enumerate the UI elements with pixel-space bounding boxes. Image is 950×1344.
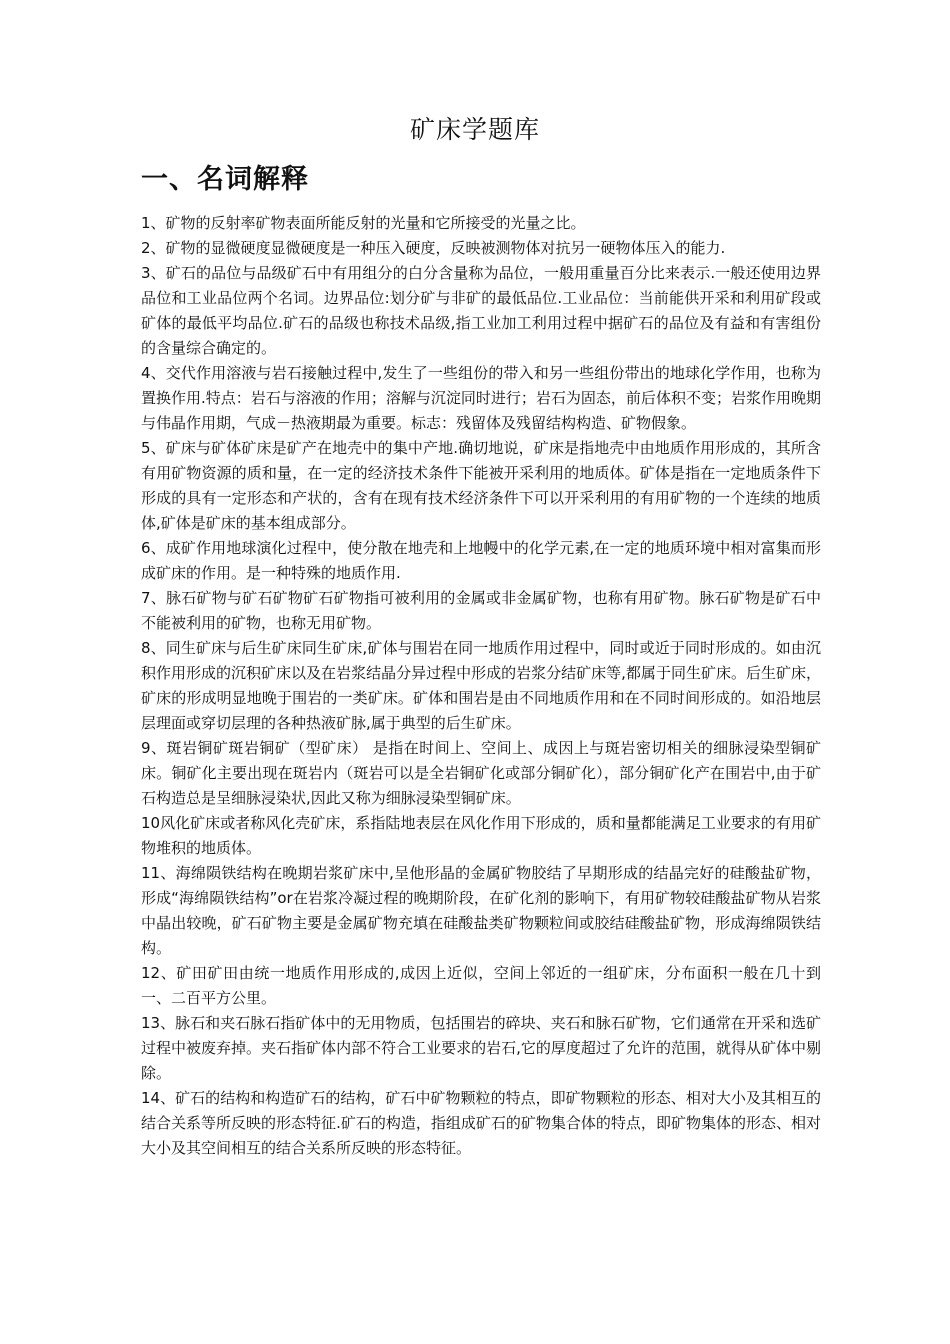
definition-entry: 9、斑岩铜矿斑岩铜矿（型矿床） 是指在时间上、空间上、成因上与斑岩密切相关的细脉浸染型铜矿床。铜矿化主要出现在斑岩内（斑岩可以是全岩铜矿化或部分铜矿化），部分铜矿化产在围岩中,由于矿石构造总是呈细脉浸染状,因此又称为细脉浸染型铜矿床。 — [141, 739, 821, 807]
definition-entry: 4、交代作用溶液与岩石接触过程中,发生了一些组份的带入和另一些组份带出的地球化学作用，也称为置换作用.特点：岩石与溶液的作用；溶解与沉淀同时进行；岩石为固态，前后体积不变；岩浆作用晚期与伟晶作用期，气成－热液期最为重要。标志：残留体及残留结构构造、矿物假象。 — [141, 364, 821, 432]
definition-entry: 8、同生矿床与后生矿床同生矿床,矿体与围岩在同一地质作用过程中，同时或近于同时形成的。如由沉积作用形成的沉积矿床以及在岩浆结晶分异过程中形成的岩浆分结矿床等,都属于同生矿床。后生矿床，矿床的形成明显地晚于围岩的一类矿床。矿体和围岩是由不同地质作用和在不同时间形成的。如沿地层层理面或穿切层理的各种热液矿脉,属于典型的后生矿床。 — [141, 639, 821, 732]
definition-entry: 11、海绵陨铁结构在晚期岩浆矿床中,呈他形晶的金属矿物胶结了早期形成的结晶完好的硅酸盐矿物，形成“海绵陨铁结构”or在岩浆冷凝过程的晚期阶段，在矿化剂的影响下，有用矿物较硅酸盐矿物从岩浆中晶出较晚，矿石矿物主要是金属矿物充填在硅酸盐类矿物颗粒间或胶结硅酸盐矿物，形成海绵陨铁结构。 — [141, 864, 821, 957]
definition-entry: 2、矿物的显微硬度显微硬度是一种压入硬度，反映被测物体对抗另一硬物体压入的能力. — [141, 239, 726, 257]
definition-entry: 5、矿床与矿体矿床是矿产在地壳中的集中产地.确切地说，矿床是指地壳中由地质作用形成的，其所含有用矿物资源的质和量，在一定的经济技术条件下能被开采利用的地质体。矿体是指在一定地质条件下形成的具有一定形态和产状的，含有在现有技术经济条件下可以开采利用的有用矿物的一个连续的地质体,矿体是矿床的基本组成部分。 — [141, 439, 821, 532]
definition-entry: 1、矿物的反射率矿物表面所能反射的光量和它所接受的光量之比。 — [141, 214, 586, 232]
definition-entry: 7、脉石矿物与矿石矿物矿石矿物指可被利用的金属或非金属矿物，也称有用矿物。脉石矿物是矿石中不能被利用的矿物，也称无用矿物。 — [141, 589, 821, 632]
definition-entry: 14、矿石的结构和构造矿石的结构，矿石中矿物颗粒的特点，即矿物颗粒的形态、相对大小及其相互的结合关系等所反映的形态特征.矿石的构造，指组成矿石的矿物集合体的特点，即矿物集体的形态、相对大小及其空间相互的结合关系所反映的形态特征。 — [141, 1089, 821, 1157]
definition-list — [141, 211, 821, 1161]
definition-entry: 3、矿石的品位与品级矿石中有用组分的白分含量称为品位，一般用重量百分比来表示.一般还使用边界品位和工业品位两个名词。边界品位:划分矿与非矿的最低品位.工业品位：当前能供开采和利用矿段或矿体的最低平均品位.矿石的品级也称技术品级,指工业加工利用过程中据矿石的品位及有益和有害组份的含量综合确定的。 — [141, 264, 821, 357]
definition-entry: 13、脉石和夹石脉石指矿体中的无用物质，包括围岩的碎块、夹石和脉石矿物，它们通常在开采和选矿过程中被废弃掉。夹石指矿体内部不符合工业要求的岩石,它的厚度超过了允许的范围，就得从矿体中剔除。 — [141, 1014, 821, 1082]
section-heading: 一、名词解释 — [141, 164, 309, 195]
definition-entry: 12、矿田矿田由统一地质作用形成的,成因上近似，空间上邻近的一组矿床，分布面积一般在几十到一、二百平方公里。 — [141, 964, 821, 1007]
document-title: 矿床学题库 — [409, 115, 540, 144]
definition-entry: 6、成矿作用地球演化过程中，使分散在地壳和上地幔中的化学元素,在一定的地质环境中相对富集而形成矿床的作用。是一种特殊的地质作用. — [141, 539, 821, 582]
definition-entry: 10风化矿床或者称风化壳矿床，系指陆地表层在风化作用下形成的，质和量都能满足工业要求的有用矿物堆积的地质体。 — [141, 814, 821, 857]
